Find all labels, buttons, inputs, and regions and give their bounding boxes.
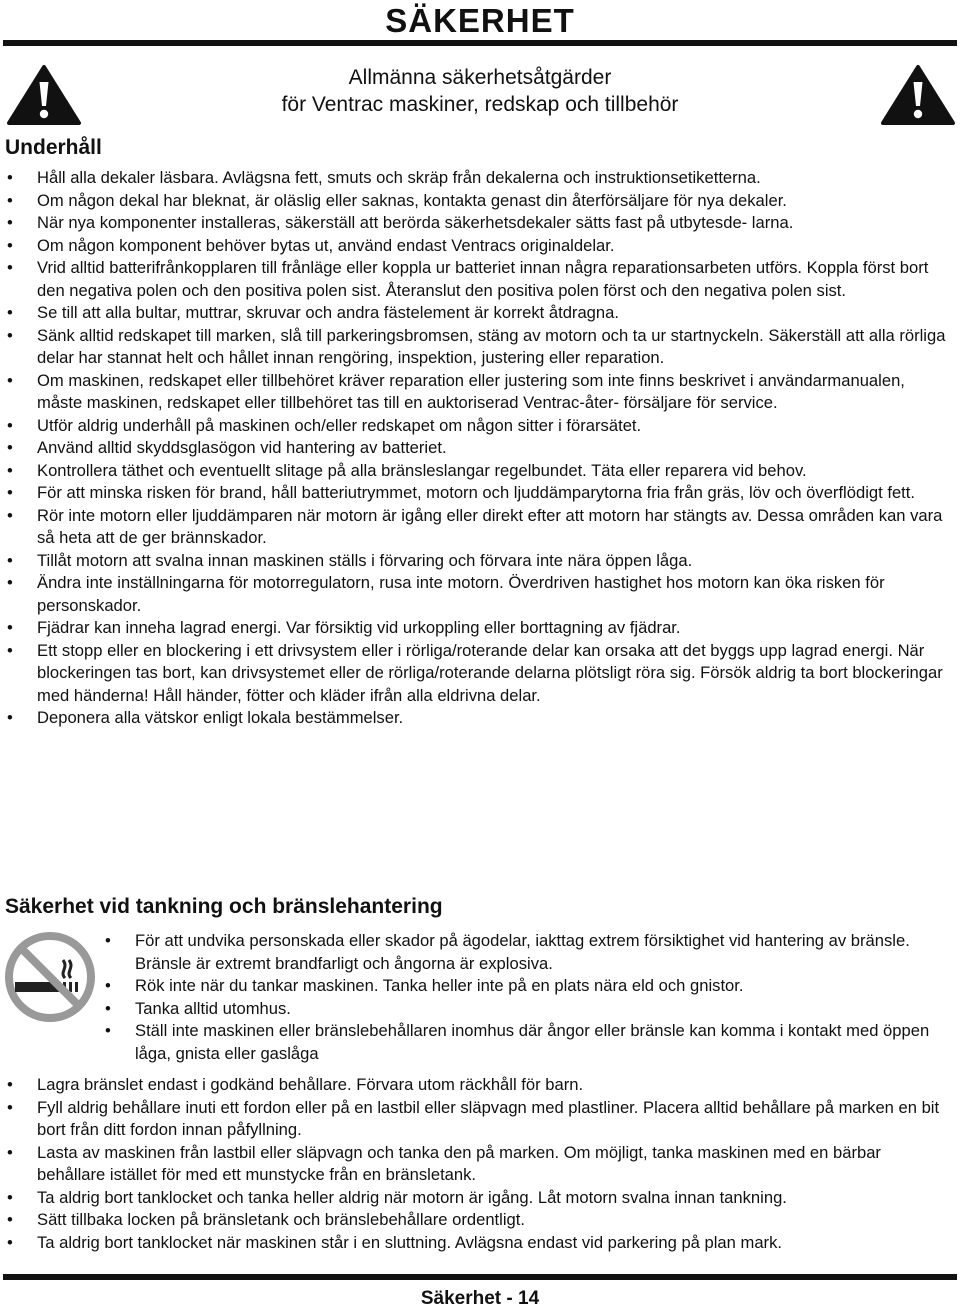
list-item: • Om maskinen, redskapet eller tillbehöret kräver reparation eller justering som inte finns beskrivet i användarmanualen, måste maskinen, redskapet eller tillbehöret tas till en auktoriserad Ventrac-åter- försäljare för service. [0,370,960,415]
list-item: • Fjädrar kan inneha lagrad energi. Var försiktig vid urkoppling eller borttagning av fjädrar. [0,617,960,640]
list-item: • När nya komponenter installeras, säkerställ att berörda säkerhetsdekaler sätts fast på utbytesde- larna. [0,212,960,235]
list-item: • Rök inte när du tankar maskinen. Tanka heller inte på en plats nära eld och gnistor. [0,975,960,998]
maintenance-list [0,167,960,730]
list-item: • Ett stopp eller en blockering i ett drivsystem eller i rörliga/roterande delar kan orsaka att det byggs upp lagrad energi. När blockeringen tas bort, kan drivsystemet eller de rörliga/roterande delarna plötsligt röra sig. Försök aldrig ta bort blockeringar med händerna! Håll händer, fötter och kläder ifrån alla eldrivna delar. [0,640,960,708]
list-item: • Ställ inte maskinen eller bränslebehållaren inomhus där ångor eller bränsle kan komma i kontakt med öppen låga, gnista eller gaslåga [0,1020,960,1065]
list-item: • Sätt tillbaka locken på bränsletank och bränslebehållare ordentligt. [0,1209,960,1232]
fueling-list-indented [0,930,960,1065]
page-title: SÄKERHET [385,2,575,39]
subtitle-line-1: Allmänna säkerhetsåtgärder [348,66,612,89]
subtitle-line-2: för Ventrac maskiner, redskap och tillbehör [281,93,679,116]
list-item: • Vrid alltid batterifrånkopplaren till frånläge eller koppla ur batteriet innan några reparationsarbeten utförs. Koppla först bort den negativa polen och den positiva polen sist. Återanslut den positiva polen först och den negativa polen sist. [0,257,960,302]
list-item: • Om någon dekal har bleknat, är oläslig eller saknas, kontakta genast din återförsäljare för nya dekaler. [0,190,960,213]
list-item: • Lasta av maskinen från lastbil eller släpvagn och tanka den på marken. Om möjligt, tanka maskinen med en bärbar behållare istället för med ett munstycke från en bränsletank. [0,1142,960,1187]
list-item: • Fyll aldrig behållare inuti ett fordon eller på en lastbil eller släpvagn med plastliner. Placera alltid behållare på marken en bit bort från ditt fordon innan påfyllning. [0,1097,960,1142]
list-item: • Utför aldrig underhåll på maskinen och/eller redskapet om någon sitter i förarsätet. [0,415,960,438]
list-item: • Sänk alltid redskapet till marken, slå till parkeringsbromsen, stäng av motorn och ta ur startnyckeln. Säkerställ att alla rörliga delar har stannat helt och hållet innan rengöring, inspektion, justering eller reparation. [0,325,960,370]
section-subtitle [0,64,960,118]
list-item: • Tanka alltid utomhus. [0,998,960,1021]
list-item: • Lagra bränslet endast i godkänd behållare. Förvara utom räckhåll för barn. [0,1074,960,1097]
list-item: • För att undvika personskada eller skador på ägodelar, iakttag extrem försiktighet vid hantering av bränsle. Bränsle är extremt brandfarligt och ångorna är explosiva. [0,930,960,975]
list-item: • Om någon komponent behöver bytas ut, använd endast Ventracs originaldelar. [0,235,960,258]
page-footer: Säkerhet - 14 [420,1288,540,1309]
list-item: • Ta aldrig bort tanklocket när maskinen står i en sluttning. Avlägsna endast vid parkering på plan mark. [0,1232,960,1255]
list-item: • För att minska risken för brand, håll batteriutrymmet, motorn och ljuddämparytorna fria från gräs, löv och överflödigt fett. [0,482,960,505]
list-item: • Håll alla dekaler läsbara. Avlägsna fett, smuts och skräp från dekalerna och instruktionsetiketterna. [0,167,960,190]
maintenance-heading: Underhåll [5,136,102,159]
top-divider [3,40,957,46]
list-item: • Rör inte motorn eller ljuddämparen när motorn är igång eller direkt efter att motorn har stängts av. Dessa områden kan vara så heta att de ger brännskador. [0,505,960,550]
list-item: • Deponera alla vätskor enligt lokala bestämmelser. [0,707,960,730]
bottom-divider [3,1274,957,1280]
list-item: • Se till att alla bultar, muttrar, skruvar och andra fästelement är korrekt åtdragna. [0,302,960,325]
fueling-list [0,1074,960,1254]
fueling-heading: Säkerhet vid tankning och bränslehantering [5,895,443,918]
list-item: • Ta aldrig bort tanklocket och tanka heller aldrig när motorn är igång. Låt motorn svalna innan tankning. [0,1187,960,1210]
list-item: • Tillåt motorn att svalna innan maskinen ställs i förvaring och förvara inte nära öppen låga. [0,550,960,573]
list-item: • Ändra inte inställningarna för motorregulatorn, rusa inte motorn. Överdriven hastighet hos motorn kan öka risken för personskador. [0,572,960,617]
list-item: • Använd alltid skyddsglasögon vid hantering av batteriet. [0,437,960,460]
list-item: • Kontrollera täthet och eventuellt slitage på alla bränsleslangar regelbundet. Täta eller reparera vid behov. [0,460,960,483]
